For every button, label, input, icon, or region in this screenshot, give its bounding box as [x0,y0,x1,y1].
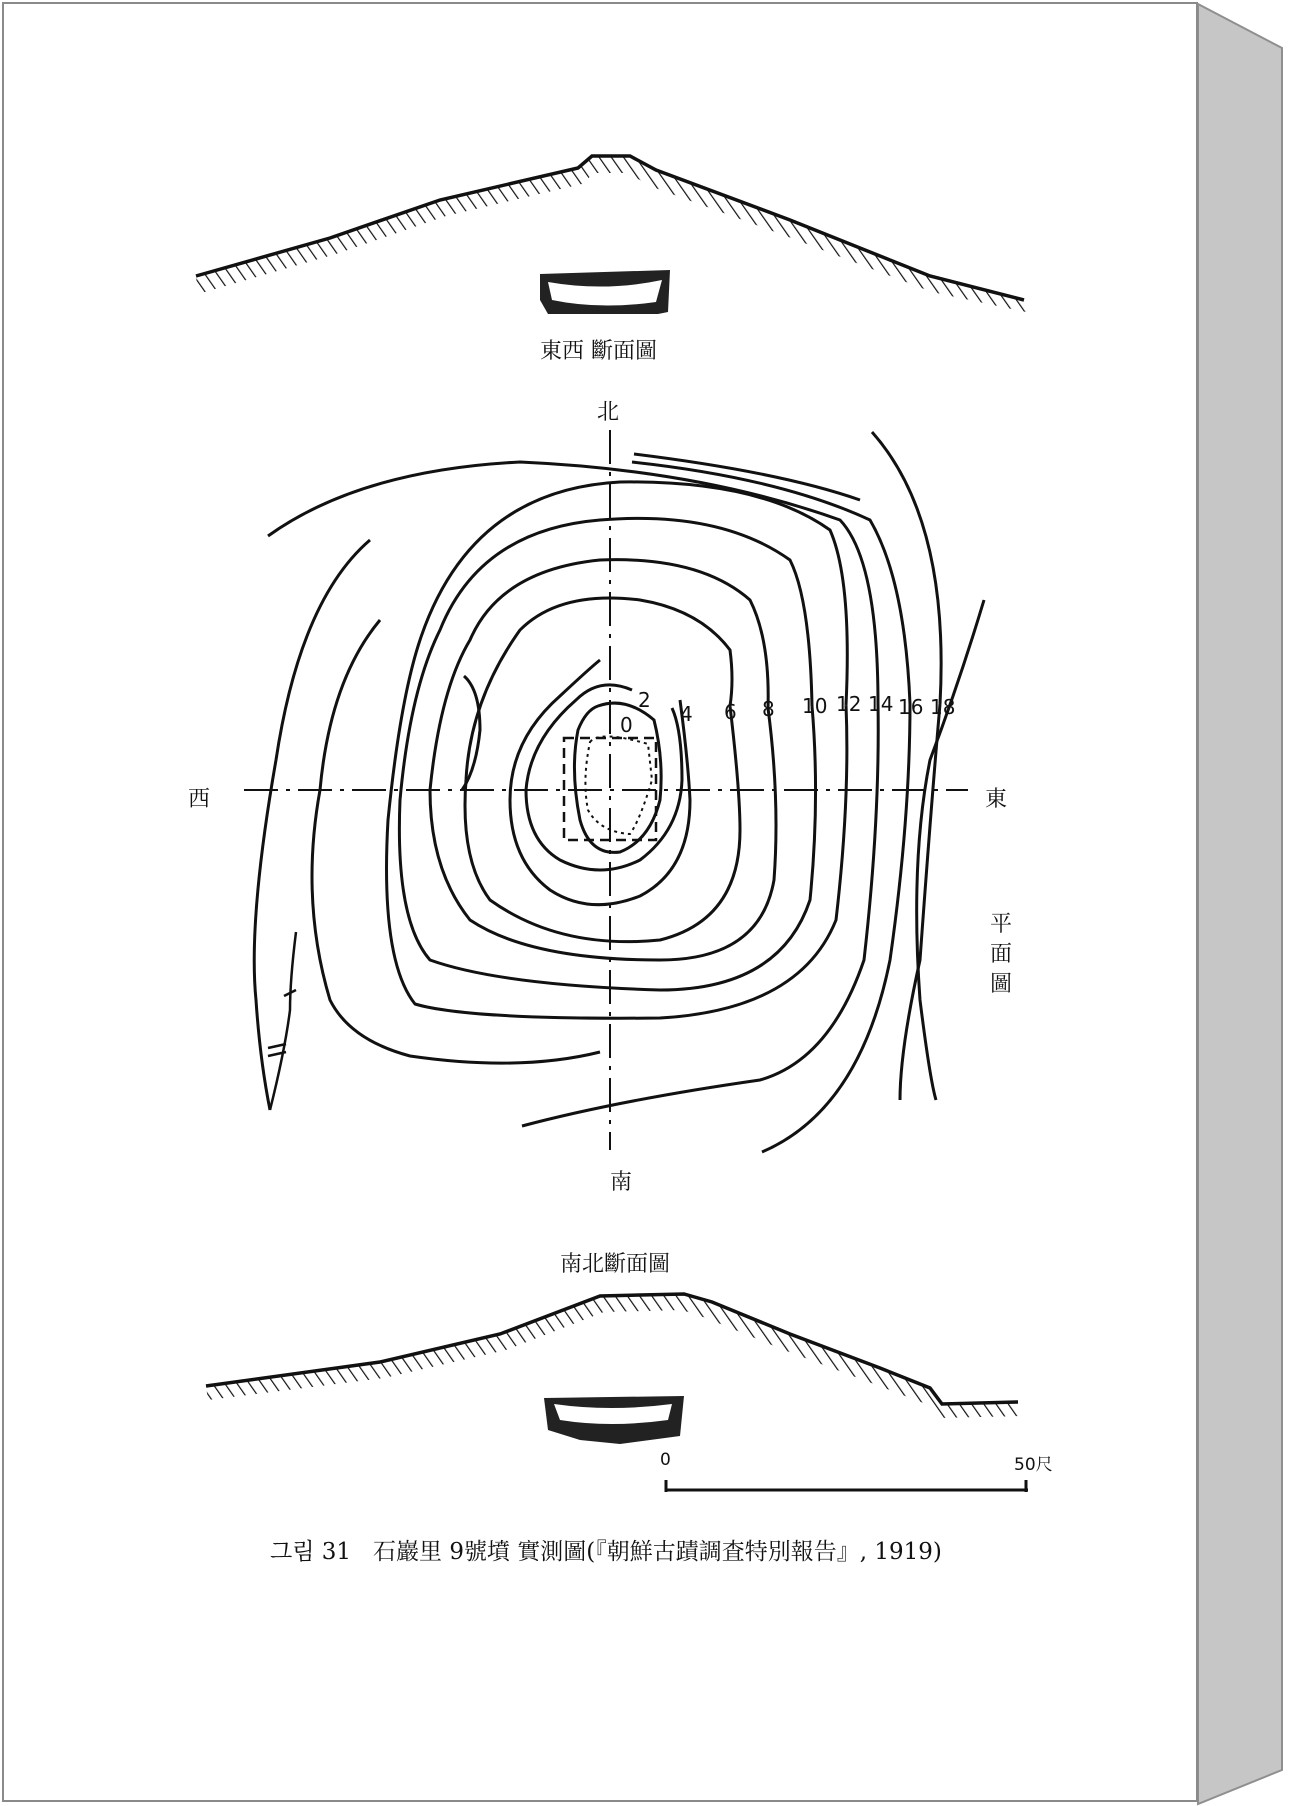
direction-east: 東 [985,787,1008,812]
plan-axes [244,430,968,1150]
contour-4 [510,660,690,905]
contour-label-12: 12 [836,692,862,716]
contour-14-upper [268,462,878,704]
contour-label-0: 0 [620,713,633,737]
scale-bar [666,1480,1028,1492]
contour-8 [430,560,776,960]
contour-label-8: 8 [762,697,775,721]
contour-label-18: 18 [930,695,956,719]
contour-label-4: 4 [680,702,693,726]
contour-2 [526,685,682,870]
contour-16 [762,704,910,1152]
direction-north: 北 [597,400,620,425]
contour-12 [387,482,848,1018]
contour-0 [574,703,661,852]
contour-lines [254,432,984,1152]
figure-caption [270,1533,964,1566]
ns-section-title: 南北斷面圖 [560,1252,671,1277]
contour-label-2: 2 [638,688,651,712]
scale-end-label: 50尺 [1014,1455,1053,1475]
ew-section-chamber [540,270,670,314]
ew-section-title: 東西 斷面圖 [540,339,657,364]
scale-start-label: 0 [660,1450,671,1470]
west-marks [268,932,296,1110]
figure-caption-text: 石巖里 9號墳 實測圖(『朝鮮古蹟調査特別報告』, 1919) [373,1539,942,1565]
figure-number: 그림 31 [270,1539,352,1565]
direction-south: 南 [610,1170,633,1195]
contour-18 [900,704,940,1100]
contour-west-big [312,620,600,1063]
contour-west-outer [254,540,370,1110]
plan-title: 平面圖 [989,912,1012,997]
ns-section-chamber [544,1396,684,1444]
contour-label-10: 10 [802,694,828,718]
contour-6 [465,598,740,942]
contour-label-16: 16 [898,695,924,719]
contour-label-6: 6 [724,700,737,724]
contour-label-14: 14 [868,692,894,716]
contour-10 [399,518,815,990]
direction-west: 西 [188,787,211,812]
